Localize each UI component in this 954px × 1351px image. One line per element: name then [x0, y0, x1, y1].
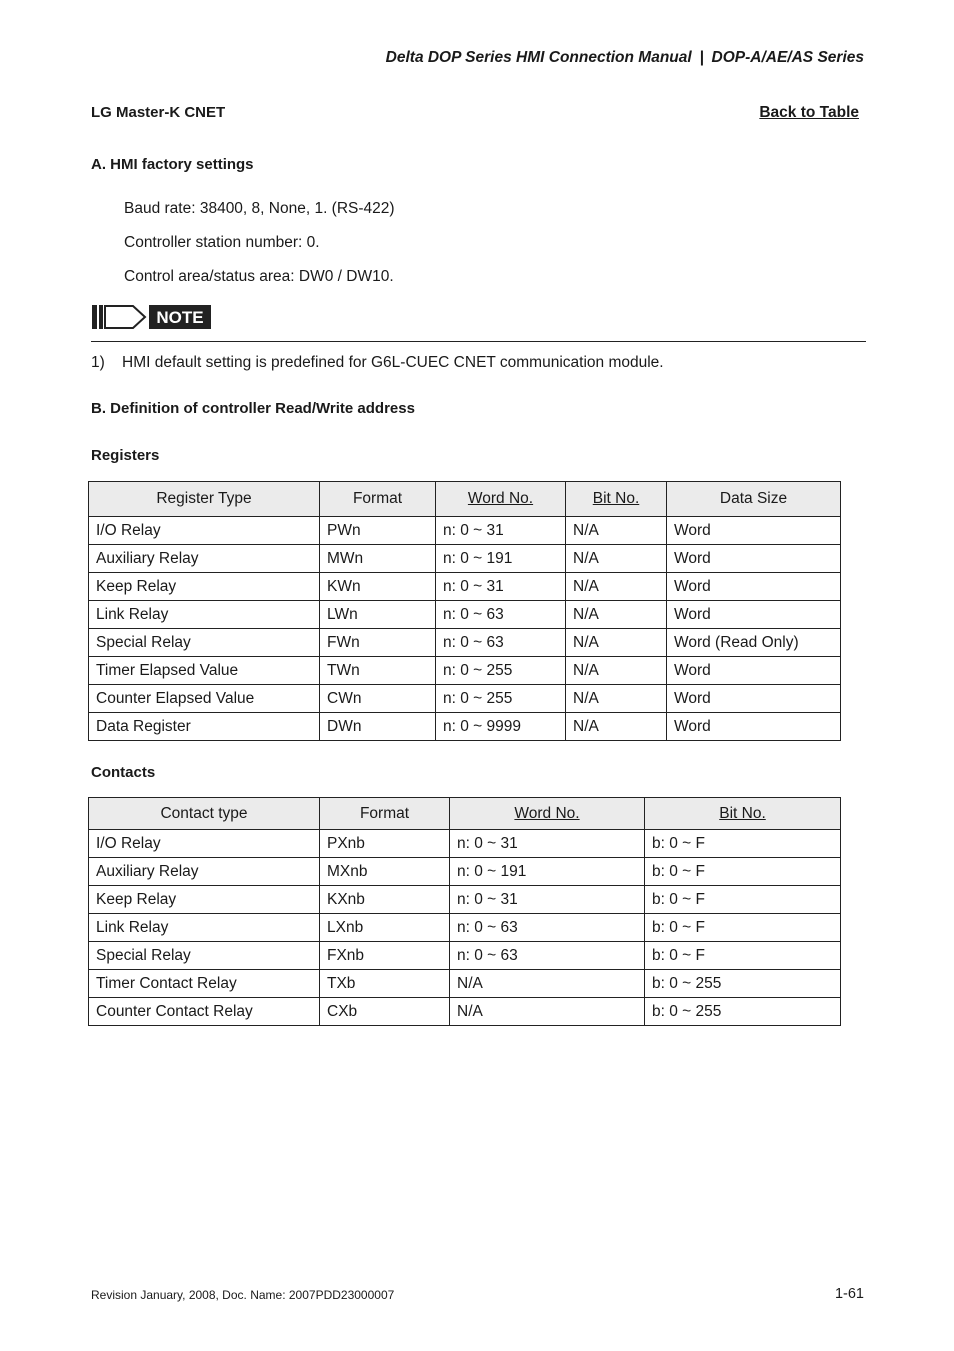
registers-table: [88, 481, 841, 741]
table-cell: N/A: [566, 713, 667, 741]
table-cell: n: 0 ~ 63: [450, 942, 645, 970]
table-cell: n: 0 ~ 63: [450, 914, 645, 942]
table-cell: TXb: [320, 970, 450, 998]
table-row: [89, 886, 841, 914]
table-row: [89, 942, 841, 970]
table-cell: Auxiliary Relay: [89, 545, 320, 573]
table-cell: Counter Elapsed Value: [89, 685, 320, 713]
table-cell: n: 0 ~ 63: [436, 629, 566, 657]
table-cell: LWn: [320, 601, 436, 629]
table-cell: Word: [667, 601, 841, 629]
table-cell: b: 0 ~ 255: [645, 998, 841, 1026]
table-cell: MXnb: [320, 858, 450, 886]
column-header: Format: [320, 798, 450, 830]
note-item: 1) HMI default setting is predefined for G6L-CUEC CNET communication module.: [91, 354, 664, 371]
note-divider: [91, 341, 866, 342]
table-cell: MWn: [320, 545, 436, 573]
table-cell: N/A: [450, 970, 645, 998]
table-cell: Word: [667, 657, 841, 685]
column-header: Word No.: [450, 798, 645, 830]
table-cell: TWn: [320, 657, 436, 685]
back-to-table-link[interactable]: Back to Table: [759, 104, 859, 121]
registers-heading: Registers: [91, 447, 160, 464]
table-cell: CXb: [320, 998, 450, 1026]
contacts-heading: Contacts: [91, 764, 156, 781]
table-cell: b: 0 ~ F: [645, 858, 841, 886]
table-cell: Word: [667, 545, 841, 573]
table-row: [89, 629, 841, 657]
table-cell: Auxiliary Relay: [89, 858, 320, 886]
table-header-row: [89, 482, 841, 517]
section-title: LG Master-K CNET: [91, 104, 226, 121]
column-header: Format: [320, 482, 436, 517]
table-cell: Link Relay: [89, 601, 320, 629]
table-cell: KWn: [320, 573, 436, 601]
table-cell: N/A: [566, 601, 667, 629]
table-cell: Special Relay: [89, 629, 320, 657]
table-cell: PXnb: [320, 830, 450, 858]
column-header: Register Type: [89, 482, 320, 517]
table-row: [89, 914, 841, 942]
note-icon: [91, 304, 211, 330]
table-row: [89, 858, 841, 886]
column-header: Data Size: [667, 482, 841, 517]
table-cell: Link Relay: [89, 914, 320, 942]
table-cell: b: 0 ~ 255: [645, 970, 841, 998]
table-cell: b: 0 ~ F: [645, 886, 841, 914]
contacts-table: [88, 797, 841, 1026]
definition-heading: B. Definition of controller Read/Write address: [91, 400, 415, 417]
footer-revision: Revision January, 2008, Doc. Name: 2007PDD23000007: [91, 1288, 395, 1302]
table-cell: b: 0 ~ F: [645, 830, 841, 858]
table-row: [89, 545, 841, 573]
table-row: [89, 573, 841, 601]
table-cell: n: 0 ~ 63: [436, 601, 566, 629]
table-cell: N/A: [566, 545, 667, 573]
table-cell: N/A: [450, 998, 645, 1026]
table-cell: n: 0 ~ 9999: [436, 713, 566, 741]
table-cell: n: 0 ~ 31: [450, 830, 645, 858]
table-cell: n: 0 ~ 31: [436, 517, 566, 545]
table-cell: Word (Read Only): [667, 629, 841, 657]
table-row: [89, 830, 841, 858]
table-cell: FXnb: [320, 942, 450, 970]
table-cell: b: 0 ~ F: [645, 942, 841, 970]
document-header: Delta DOP Series HMI Connection Manual | DOP-A/AE/AS Series: [385, 49, 864, 66]
column-header: Bit No.: [566, 482, 667, 517]
table-cell: FWn: [320, 629, 436, 657]
control-area-text: Control area/status area: DW0 / DW10.: [124, 268, 394, 285]
station-number-text: Controller station number: 0.: [124, 234, 320, 251]
table-cell: KXnb: [320, 886, 450, 914]
table-cell: n: 0 ~ 31: [450, 886, 645, 914]
table-cell: Word: [667, 573, 841, 601]
table-cell: I/O Relay: [89, 830, 320, 858]
table-cell: PWn: [320, 517, 436, 545]
table-cell: Special Relay: [89, 942, 320, 970]
table-row: [89, 657, 841, 685]
table-cell: n: 0 ~ 31: [436, 573, 566, 601]
table-row: [89, 713, 841, 741]
table-cell: I/O Relay: [89, 517, 320, 545]
table-cell: N/A: [566, 517, 667, 545]
table-row: [89, 601, 841, 629]
table-row: [89, 970, 841, 998]
table-cell: n: 0 ~ 191: [450, 858, 645, 886]
table-cell: N/A: [566, 629, 667, 657]
table-cell: N/A: [566, 685, 667, 713]
table-row: [89, 685, 841, 713]
table-cell: Data Register: [89, 713, 320, 741]
column-header: Contact type: [89, 798, 320, 830]
table-cell: Keep Relay: [89, 573, 320, 601]
table-cell: Word: [667, 517, 841, 545]
column-header: Bit No.: [645, 798, 841, 830]
table-cell: Counter Contact Relay: [89, 998, 320, 1026]
table-cell: n: 0 ~ 255: [436, 685, 566, 713]
table-cell: N/A: [566, 573, 667, 601]
table-cell: N/A: [566, 657, 667, 685]
page-number: 1-61: [834, 1286, 864, 1302]
table-cell: DWn: [320, 713, 436, 741]
table-row: [89, 998, 841, 1026]
table-row: [89, 517, 841, 545]
table-cell: Timer Elapsed Value: [89, 657, 320, 685]
table-cell: n: 0 ~ 255: [436, 657, 566, 685]
table-header-row: [89, 798, 841, 830]
table-cell: Word: [667, 713, 841, 741]
column-header: Word No.: [436, 482, 566, 517]
table-cell: Timer Contact Relay: [89, 970, 320, 998]
table-cell: Keep Relay: [89, 886, 320, 914]
note-label: NOTE: [156, 308, 204, 327]
table-cell: CWn: [320, 685, 436, 713]
baud-rate-text: Baud rate: 38400, 8, None, 1. (RS-422): [124, 200, 395, 217]
table-cell: n: 0 ~ 191: [436, 545, 566, 573]
table-cell: Word: [667, 685, 841, 713]
table-cell: b: 0 ~ F: [645, 914, 841, 942]
factory-settings-heading: A. HMI factory settings: [91, 156, 254, 173]
table-cell: LXnb: [320, 914, 450, 942]
